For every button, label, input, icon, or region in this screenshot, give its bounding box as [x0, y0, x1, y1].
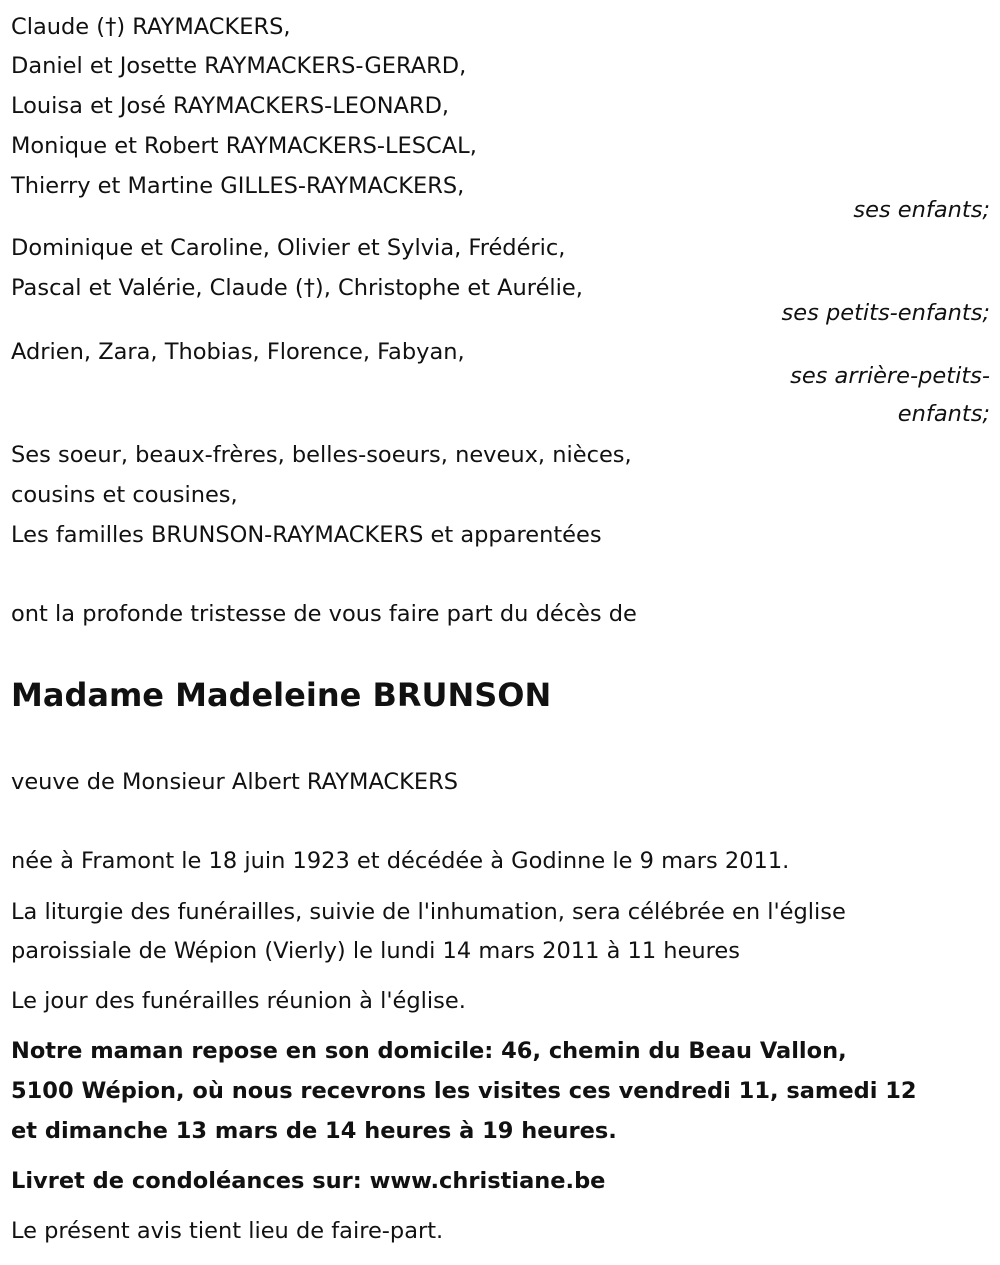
- family-line: Monique et Robert RAYMACKERS-LESCAL,: [11, 133, 477, 159]
- family-line: cousins et cousines,: [11, 482, 238, 508]
- family-line: Ses soeur, beaux-frères, belles-soeurs, neveux, nièces,: [11, 442, 632, 468]
- family-line: Dominique et Caroline, Olivier et Sylvia, Frédéric,: [11, 235, 566, 261]
- closing: Le présent avis tient lieu de faire-part.: [11, 1218, 444, 1244]
- family-line: Adrien, Zara, Thobias, Florence, Fabyan,: [11, 339, 465, 365]
- announcement: ont la profonde tristesse de vous faire part du décès de: [11, 601, 637, 627]
- family-line: Les familles BRUNSON-RAYMACKERS et apparentées: [11, 522, 602, 548]
- family-line: Louisa et José RAYMACKERS-LEONARD,: [11, 93, 450, 119]
- family-line: Claude (†) RAYMACKERS,: [11, 14, 291, 40]
- family-line: Pascal et Valérie, Claude (†), Christophe et Aurélie,: [11, 275, 583, 301]
- condolences: Livret de condoléances sur: www.christiane.be: [11, 1168, 606, 1194]
- reunion: Le jour des funérailles réunion à l'église.: [11, 988, 466, 1014]
- visitation-line: 5100 Wépion, où nous recevrons les visites ces vendredi 11, samedi 12: [11, 1078, 917, 1104]
- visitation-line: et dimanche 13 mars de 14 heures à 19 heures.: [11, 1118, 617, 1144]
- family-line: Thierry et Martine GILLES-RAYMACKERS,: [11, 173, 465, 199]
- widow-of: veuve de Monsieur Albert RAYMACKERS: [11, 769, 459, 795]
- funeral-line: La liturgie des funérailles, suivie de l'inhumation, sera célébrée en l'église: [11, 899, 846, 925]
- deceased-name: Madame Madeleine BRUNSON: [11, 676, 552, 714]
- relation-label: ses petits-enfants;: [781, 300, 990, 326]
- funeral-line: paroissiale de Wépion (Vierly) le lundi 14 mars 2011 à 11 heures: [11, 938, 740, 964]
- relation-label: ses arrière-petits-: [790, 363, 990, 389]
- visitation-line: Notre maman repose en son domicile: 46, chemin du Beau Vallon,: [11, 1038, 847, 1064]
- relation-label: enfants;: [897, 401, 990, 427]
- birth-death: née à Framont le 18 juin 1923 et décédée à Godinne le 9 mars 2011.: [11, 848, 790, 874]
- family-line: Daniel et Josette RAYMACKERS-GERARD,: [11, 53, 467, 79]
- relation-label: ses enfants;: [853, 197, 990, 223]
